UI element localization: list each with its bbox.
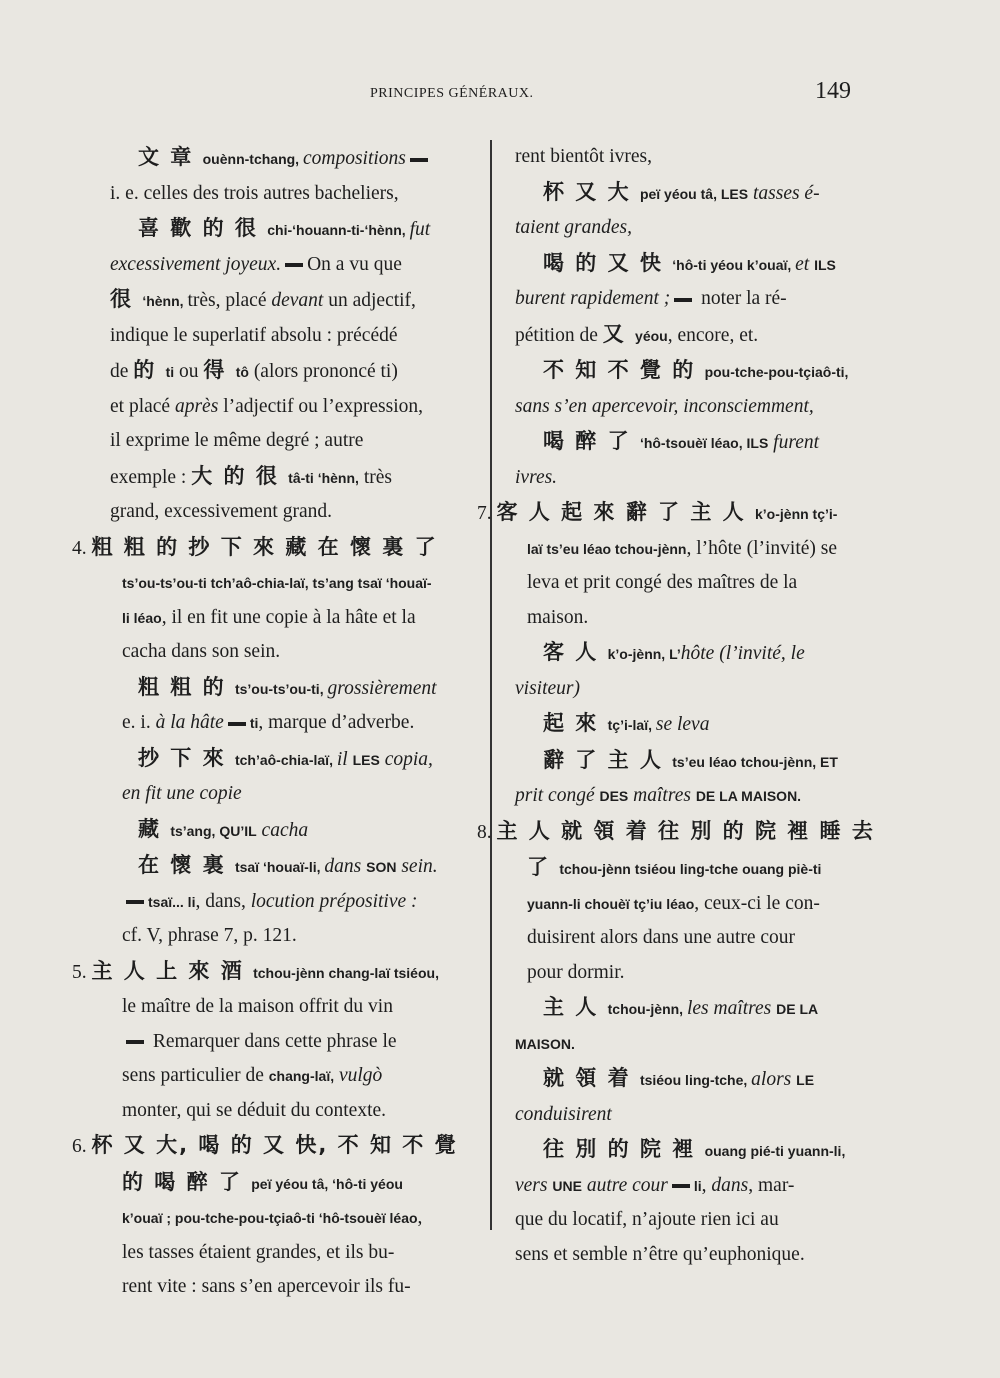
chinese-characters: 主 人 就 領 着 往 別 的 院 裡 睡 去 — [496, 818, 875, 843]
text-line — [110, 566, 470, 601]
text-segment: On a vu que — [307, 253, 402, 275]
romanization: k’ouaï ; pou-tche-pou-tçiaô-ti ‘hô-tsouèï léao — [122, 1210, 418, 1226]
text-segment: 4. — [72, 537, 92, 559]
romanization: ‘hô-ti yéou k’ouaï, — [672, 256, 796, 273]
romanization: yéou — [635, 327, 668, 344]
text-segment: grossièrement — [327, 677, 437, 699]
text-segment: très, placé — [187, 290, 272, 311]
text-line — [72, 1128, 470, 1165]
text-line — [515, 566, 875, 601]
text-line — [110, 319, 470, 354]
chinese-characters: 粗 粗 的 抄 下 來 藏 在 懷 裏 了 — [91, 534, 438, 559]
chinese-characters: 客 人 起 來 辭 了 主 人 — [496, 500, 755, 524]
text-segment: rent vite : sans s’en apercevoir ils fu- — [122, 1276, 411, 1297]
text-line — [72, 530, 470, 567]
romanization: ti — [249, 715, 259, 731]
chinese-characters: 又 — [602, 321, 636, 346]
text-segment: maison. — [527, 606, 589, 628]
text-segment: hôte (l’invité, le — [680, 643, 805, 664]
text-line — [110, 1270, 470, 1305]
text-segment: , ceux-ci le con- — [694, 892, 820, 914]
text-line — [110, 1059, 470, 1094]
romanization: k’o-jènn tç’i- — [755, 506, 838, 522]
romanization: peï yéou tâ, — [639, 185, 721, 202]
text-segment: , l’hôte (l’invité) se — [686, 537, 838, 559]
romanization: li — [693, 1177, 702, 1194]
text-segment: ILS — [814, 256, 836, 273]
romanization: tchou-jènn chang-laï tsiéou, — [253, 964, 439, 981]
chinese-characters: 起 來 — [543, 711, 608, 735]
romanization: tâ-ti ‘hènn, — [288, 469, 359, 486]
chinese-characters: 主 人 上 來 酒 — [91, 958, 254, 983]
text-segment: QU’IL — [219, 822, 257, 839]
text-segment: taient grandes, — [515, 217, 632, 238]
text-segment: SON — [366, 859, 397, 875]
text-segment: le maître de la maison offrit du vin — [122, 996, 393, 1017]
text-segment: excessivement joyeux. — [110, 253, 282, 275]
chinese-characters: 往 別 的 院 裡 — [543, 1137, 705, 1161]
text-line — [110, 1025, 470, 1060]
text-segment: se leva — [655, 714, 710, 735]
text-line — [515, 211, 875, 246]
text-line — [515, 921, 875, 956]
text-line — [515, 532, 875, 567]
romanization: chang-laï, — [268, 1068, 335, 1084]
text-line — [110, 777, 470, 812]
text-line — [110, 177, 470, 212]
text-segment: ivres. — [515, 466, 558, 488]
text-line — [515, 1169, 875, 1204]
text-line — [110, 211, 470, 248]
text-line — [110, 459, 470, 496]
text-segment: LES — [720, 185, 749, 202]
text-segment: et placé — [110, 395, 175, 417]
text-segment: que du locatif, n’ajoute rien ici au — [515, 1209, 779, 1230]
text-segment: sens et semble n’être qu’euphonique. — [515, 1243, 805, 1265]
text-segment: , dans, — [195, 890, 251, 912]
text-segment: et — [795, 253, 815, 275]
running-header: PRINCIPES GÉNÉRAUX. — [370, 86, 534, 101]
text-segment: furent — [768, 432, 820, 453]
text-line — [477, 814, 875, 851]
text-segment: vulgò — [334, 1065, 383, 1086]
text-segment: dans — [711, 1174, 749, 1196]
text-line — [110, 390, 470, 425]
text-segment: il — [336, 748, 353, 770]
romanization: ‘hô-tsouèï léao, — [639, 435, 747, 451]
text-line — [515, 390, 875, 425]
romanization: tchou-jènn tsiéou ling-tche ouang piè-ti — [559, 861, 822, 877]
romanization: ouang pié-ti yuann-li, — [704, 1143, 846, 1159]
text-segment: , il en fit une copie à la hâte et la — [161, 606, 416, 628]
chinese-characters: 客 人 — [543, 640, 608, 664]
text-segment: indique le superlatif absolu : précédé — [110, 324, 398, 346]
text-line — [515, 424, 875, 461]
romanization: tç’i-laï, — [607, 717, 656, 733]
text-segment: à la hâte — [155, 712, 224, 733]
text-segment: LES — [352, 751, 380, 768]
text-segment: alors — [751, 1069, 797, 1090]
text-line — [515, 1238, 875, 1273]
text-segment: 8. — [477, 821, 497, 843]
text-line — [110, 812, 470, 849]
text-segment: grand, excessivement grand. — [110, 501, 333, 522]
text-segment: pour dormir. — [527, 961, 625, 983]
romanization: yuann-li chouèï tç’iu léao — [527, 895, 695, 912]
romanization: ts’eu léao tchou-jènn, — [672, 753, 821, 770]
chinese-characters: 喜 歡 的 很 — [138, 216, 268, 240]
chinese-characters: 不 知 不 覺 的 — [543, 358, 705, 382]
romanization: k’o-jènn, — [607, 646, 670, 662]
text-segment: cacha dans son sein. — [122, 641, 281, 662]
text-segment: ILS — [746, 435, 769, 451]
romanization: laï ts’eu léao tchou-jènn — [527, 540, 687, 557]
text-line — [110, 919, 470, 954]
em-dash-rule — [228, 722, 246, 726]
em-dash-rule — [674, 298, 692, 302]
column-divider — [490, 140, 492, 1230]
text-segment: , encore, et. — [667, 324, 759, 346]
text-line — [110, 635, 470, 670]
text-segment: duisirent alors dans une autre cour — [527, 927, 796, 948]
text-segment: maîtres — [628, 785, 696, 806]
text-segment: monter, qui se déduit du contexte. — [122, 1099, 387, 1121]
text-line — [515, 990, 875, 1027]
text-line — [515, 353, 875, 390]
text-line — [110, 1201, 470, 1236]
text-segment: burent rapidement ; — [515, 288, 671, 309]
romanization: tô — [235, 364, 249, 380]
text-line — [515, 1203, 875, 1238]
text-segment: les maîtres — [686, 998, 777, 1019]
chinese-characters: 粗 粗 的 — [138, 674, 235, 699]
text-line — [515, 672, 875, 707]
chinese-characters: 杯 又 大, 喝 的 又 快, 不 知 不 覺 — [91, 1133, 458, 1157]
text-line — [515, 282, 875, 317]
romanization: tsaï... li — [148, 893, 196, 910]
text-line — [515, 956, 875, 991]
text-line — [515, 461, 875, 496]
text-line — [515, 1132, 875, 1169]
chinese-characters: 的 喝 醉 了 — [122, 1169, 252, 1194]
romanization: ouènn-tchang, — [202, 151, 303, 167]
text-line — [515, 850, 875, 887]
text-line — [110, 1165, 470, 1202]
chinese-characters: 很 — [110, 287, 143, 311]
text-segment: DES — [599, 788, 629, 804]
text-segment: 5. — [72, 961, 92, 983]
text-line — [515, 706, 875, 743]
text-line — [110, 282, 470, 319]
text-line — [72, 954, 470, 991]
chinese-characters: 喝 醉 了 — [543, 429, 640, 453]
em-dash-rule — [285, 263, 303, 267]
text-segment: , marque d’adverbe. — [258, 712, 415, 733]
text-segment: cacha — [256, 819, 309, 841]
chinese-characters: 在 懷 裏 — [138, 853, 235, 877]
text-segment: e. i. — [122, 712, 156, 733]
text-segment: , mar- — [748, 1174, 795, 1196]
text-segment: i. e. celles des trois autres bacheliers, — [110, 182, 399, 204]
text-line — [515, 1061, 875, 1098]
chinese-characters: 就 領 着 — [543, 1066, 640, 1090]
chinese-characters: 抄 下 來 — [138, 745, 235, 770]
romanization: ti — [165, 364, 175, 380]
text-segment: fut — [409, 219, 431, 240]
romanization: pou-tche-pou-tçiaô-ti, — [704, 364, 849, 380]
romanization: ts’ou-ts’ou-ti, — [234, 680, 328, 697]
text-line — [110, 670, 470, 707]
text-segment: après — [174, 395, 219, 417]
romanization: tchou-jènn, — [607, 1001, 687, 1017]
text-line — [110, 741, 470, 778]
chinese-characters: 了 — [527, 855, 560, 879]
text-segment: très — [358, 466, 392, 488]
text-line — [515, 779, 875, 814]
text-line — [515, 246, 875, 283]
romanization: tsiéou ling-tche, — [639, 1072, 752, 1088]
text-segment: leva et prit congé des maîtres de la — [527, 572, 798, 593]
chinese-characters: 大 的 很 — [191, 463, 289, 488]
romanization: chi-‘houann-ti-‘hènn, — [267, 222, 410, 238]
romanization: ts’ou-ts’ou-ti tch’aô-chia-laï, ts’ang tsaï ‘houaï- — [122, 575, 432, 591]
text-line — [110, 495, 470, 530]
text-segment: copia, — [379, 748, 433, 770]
chinese-characters: 杯 又 大 — [543, 179, 640, 204]
text-line — [515, 887, 875, 922]
text-segment: sein. — [396, 856, 438, 877]
chinese-characters: 文 章 — [138, 145, 203, 169]
text-segment: Remarquer dans cette phrase le — [148, 1030, 397, 1052]
text-line — [515, 635, 875, 672]
text-segment: conduisirent — [515, 1103, 612, 1125]
text-line — [515, 1027, 875, 1062]
text-line — [477, 495, 875, 532]
text-segment: devant — [271, 290, 324, 311]
text-segment: (alors prononcé ti) — [248, 361, 398, 382]
text-line — [110, 1236, 470, 1271]
text-line — [110, 140, 470, 177]
text-segment: l’adjectif ou l’expression, — [218, 395, 423, 417]
text-segment: vers — [515, 1174, 553, 1196]
text-segment: de — [110, 361, 134, 382]
romanization: ts’ang, — [170, 822, 220, 839]
romanization: peï yéou tâ, ‘hô-ti yéou — [251, 1175, 403, 1192]
chinese-characters: 辭 了 主 人 — [543, 747, 673, 772]
text-segment: tasses é- — [748, 182, 820, 204]
text-segment: DE LA — [776, 1001, 819, 1017]
text-line — [515, 601, 875, 636]
text-line — [515, 743, 875, 780]
chinese-characters: 得 — [203, 358, 236, 382]
text-segment: prit congé — [515, 785, 600, 806]
text-line — [515, 1098, 875, 1133]
text-line — [515, 175, 875, 212]
text-segment: 6. — [72, 1136, 92, 1157]
text-segment: ET — [820, 753, 838, 770]
em-dash-rule — [410, 158, 428, 162]
chinese-characters: 的 — [133, 358, 166, 382]
text-segment: noter la ré- — [696, 288, 787, 309]
text-segment: autre cour — [581, 1174, 668, 1196]
text-line — [110, 990, 470, 1025]
text-segment: en fit une copie — [122, 783, 242, 804]
text-segment: sens particulier de — [122, 1065, 269, 1086]
em-dash-rule — [126, 900, 144, 904]
text-segment: MAISON. — [515, 1035, 575, 1052]
romanization: li léao — [122, 609, 162, 626]
chinese-characters: 主 人 — [543, 995, 608, 1019]
text-segment: dans — [324, 856, 367, 877]
text-segment: il exprime le même degré ; autre — [110, 430, 364, 451]
text-segment: rent bientôt ivres, — [515, 146, 653, 167]
text-segment: LE — [796, 1072, 815, 1088]
text-segment: pétition de — [515, 324, 603, 346]
em-dash-rule — [672, 1184, 690, 1188]
romanization: tch’aô-chia-laï, — [234, 751, 337, 768]
text-segment: UNE — [552, 1177, 582, 1194]
text-segment: ou — [174, 361, 204, 382]
chinese-characters: 藏 — [138, 816, 171, 841]
text-line — [110, 601, 470, 636]
text-line — [515, 140, 875, 175]
text-line — [110, 1094, 470, 1129]
text-segment: exemple : — [110, 466, 192, 488]
chinese-characters: 喝 的 又 快 — [543, 250, 673, 275]
text-segment: locution prépositive : — [250, 890, 418, 912]
text-line — [110, 848, 470, 885]
romanization: ‘hènn, — [142, 293, 188, 309]
right-column — [477, 140, 875, 1272]
text-segment: visiteur) — [515, 677, 580, 699]
em-dash-rule — [126, 1040, 144, 1044]
page-number: 149 — [815, 78, 851, 104]
text-line — [110, 885, 470, 920]
text-segment: 7. — [477, 503, 497, 524]
text-line — [110, 353, 470, 390]
text-segment: , — [701, 1174, 712, 1196]
text-segment: cf. V, phrase 7, p. 121. — [122, 925, 297, 946]
romanization: tsaï ‘houaï-li, — [234, 859, 325, 875]
text-line — [110, 248, 470, 283]
text-line — [515, 317, 875, 354]
text-segment: sans s’en apercevoir, inconsciemment, — [515, 395, 814, 417]
left-column — [72, 140, 470, 1305]
text-line — [110, 424, 470, 459]
text-segment: DE LA MAISON. — [695, 788, 802, 804]
text-segment: , — [417, 1207, 423, 1228]
text-segment: un adjectif, — [323, 290, 416, 311]
text-line — [110, 706, 470, 741]
text-segment: compositions — [302, 148, 406, 169]
text-segment: L’ — [669, 646, 681, 662]
text-segment: les tasses étaient grandes, et ils bu- — [122, 1241, 395, 1263]
